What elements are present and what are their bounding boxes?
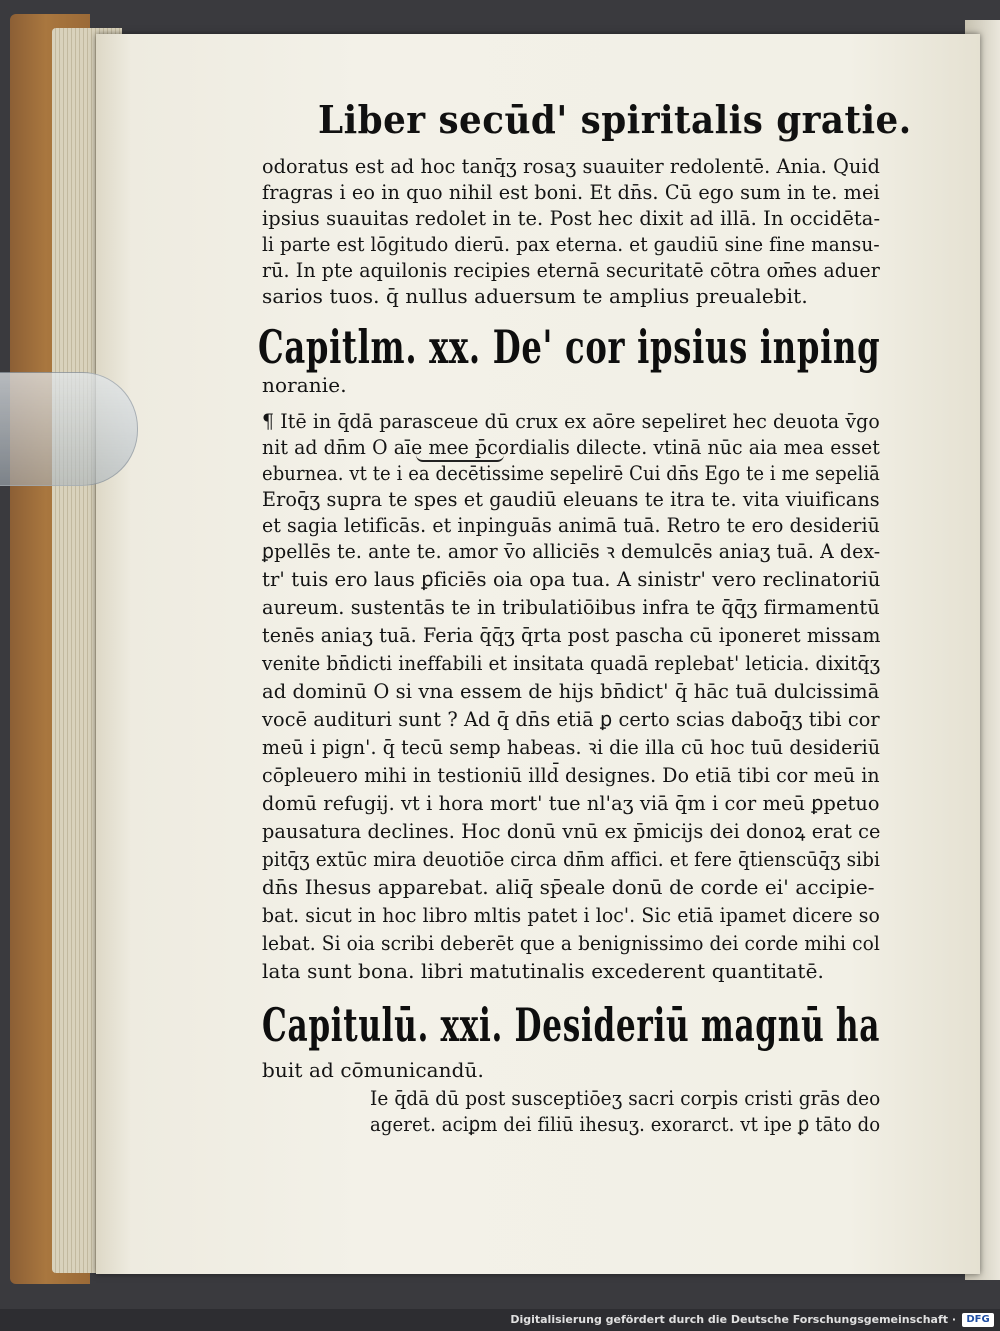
- page-clamp: [0, 372, 138, 486]
- text-line: ipsius suauitas redolet in te. Post hec dixit ad illā. In occidēta-: [262, 206, 881, 230]
- text-line: bat. sicut in hoc libro mltis patet i loc'. Sic etiā ipamet dicere so: [262, 903, 880, 927]
- text-line: venite bn̄dicti ineffabili et insitata quadā replebat' leticia. dixitq̄ʒ: [262, 651, 881, 675]
- text-line: Ie q̄dā dū post susceptiōeʒ sacri corpis cristi grās deo: [370, 1086, 881, 1110]
- text-line: tr' tuis ero laus ꝑficiēs oia opa tua. A sinistr' vero reclinatoriū: [262, 567, 881, 591]
- text-line: ad dominū O si vna essem de hijs bn̄dict' q̄ hāc tuā dulcissimā: [262, 679, 880, 703]
- text-line: fragras i eo in quo nihil est boni. Et dn̄s. Cū ego sum in te. mei: [262, 180, 880, 204]
- text-line: aureum. sustentās te in tribulatiōibus infra te q̄q̄ʒ firmamentū: [262, 595, 880, 619]
- text-line: rū. In pte aquilonis recipies eternā securitatē cōtra om̄es aduer: [262, 258, 880, 282]
- text-line: cōpleuero mihi in testioniū illd̄ designes. Do etiā tibi cor meū in: [262, 763, 880, 787]
- text-line: odoratus est ad hoc tanq̄ʒ rosaʒ suauiter redolentē. Ania. Quid: [262, 154, 881, 178]
- funding-credit: Digitalisierung gefördert durch die Deutsche Forschungsgemeinschaft ·: [510, 1313, 956, 1326]
- text-line: Eroq̄ʒ supra te spes et gaudiū eleuans te itra te. vita viuificans: [262, 487, 880, 511]
- text-line: domū refugij. vt i hora mort' tue nl'aʒ viā q̄m i cor meū ꝑpetuo: [262, 791, 880, 815]
- footer-bar: [0, 1309, 1000, 1331]
- text-line: ꝑpellēs te. ante te. amor v̄o alliciēs ꝛ demulcēs aniaʒ tuā. A dex-: [262, 539, 881, 563]
- text-line: pitq̄ʒ extūc mira deuotiōe circa dn̄m affici. et fere q̄tienscūq̄ʒ sibi: [262, 847, 881, 871]
- chapter-heading-continuation: buit ad cōmunicandū.: [262, 1058, 484, 1082]
- text-line: nit ad dn̄m O aīe mee p̄cordialis dilecte. vtinā nūc aia mea esset: [262, 435, 880, 459]
- running-head: Liber secūd' spiritalis gratie.: [318, 97, 912, 142]
- text-line: vocē audituri sunt ? Ad q̄ dn̄s etiā ꝑ certo scias daboq̄ʒ tibi cor: [262, 707, 880, 731]
- chapter-heading: Capitulū. xxi. Desideriū magnū ha: [262, 998, 881, 1052]
- text-line: ageret. aciꝑm dei filiū ihesuʒ. exorarct. vt ipe ꝑ tāto do: [370, 1112, 881, 1136]
- ink-underline: [416, 455, 504, 462]
- text-line: tenēs aniaʒ tuā. Feria q̄q̄ʒ q̄rta post pascha cū iponeret missam: [262, 623, 881, 647]
- chapter-heading: Capitlm. xx. De' cor ipsius inping: [258, 320, 881, 374]
- text-line: ¶ Itē in q̄dā parasceue dū crux ex aōre sepeliret hec deuota v̄go: [262, 409, 880, 433]
- text-line: lata sunt bona. libri matutinalis excederent quantitatē.: [262, 959, 824, 983]
- chapter-heading-continuation: noranie.: [262, 373, 347, 397]
- text-line: lebat. Si oia scribi deberēt que a benignissimo dei corde mihi col: [262, 931, 880, 955]
- text-line: meū i pign'. q̄ tecū semp habeas. ꝛi die illa cū hoc tuū desideriū: [262, 735, 881, 759]
- text-line: sarios tuos. q̄ nullus aduersum te amplius preualebit.: [262, 284, 808, 308]
- text-line: eburnea. vt te i ea decētissime sepelirē Cui dn̄s Ego te i me sepeliā: [262, 461, 880, 485]
- text-line: pausatura declines. Hoc donū vnū ex p̄micijs dei donoꝝ erat ce: [262, 819, 881, 843]
- dfg-logo: DFG: [962, 1313, 994, 1327]
- text-line: dn̄s Ihesus apparebat. aliq̄ sp̄eale donū de corde ei' accipie-: [262, 875, 875, 899]
- text-line: li parte est lōgitudo dierū. pax eterna. et gaudiū sine fine mansu-: [262, 232, 880, 256]
- text-line: et sagia letificās. et inpinguās animā tuā. Retro te ero desideriū: [262, 513, 880, 537]
